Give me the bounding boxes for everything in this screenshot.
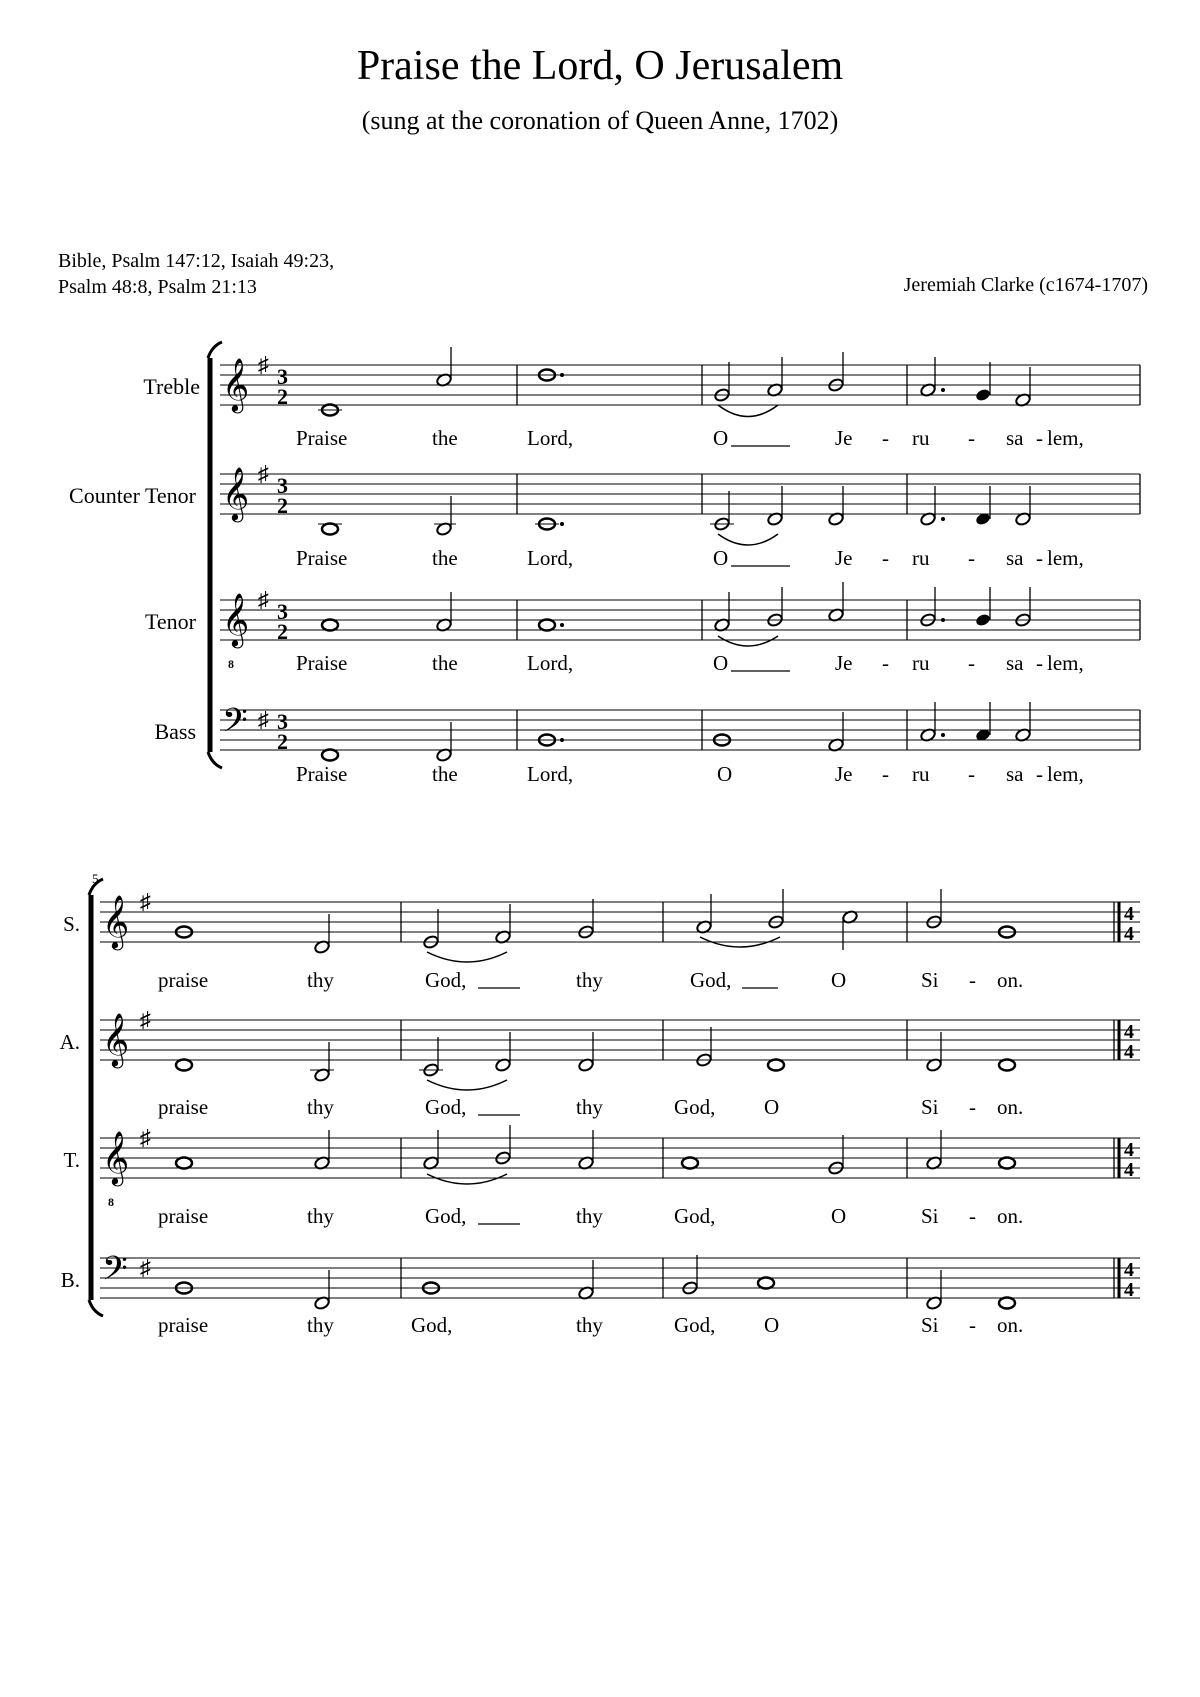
svg-text:on.: on. <box>997 1204 1024 1228</box>
svg-text:thy: thy <box>307 1095 334 1119</box>
staff-bass-2 <box>61 1250 1140 1337</box>
svg-text:-: - <box>882 546 889 570</box>
svg-text:Si: Si <box>921 1313 939 1337</box>
sharp-icon: ♯ <box>140 1125 151 1150</box>
time-signature <box>277 364 288 409</box>
svg-text:sa: sa <box>1006 762 1024 786</box>
svg-text:2: 2 <box>277 619 288 644</box>
svg-text:O: O <box>717 762 733 786</box>
svg-text:Lord,: Lord, <box>527 651 574 675</box>
svg-text:-: - <box>882 762 889 786</box>
svg-text:God,: God, <box>674 1313 716 1337</box>
svg-text:ru: ru <box>912 546 930 570</box>
text-source-line-1: Bible, Psalm 147:12, Isaiah 49:23, <box>58 250 335 272</box>
svg-text:God,: God, <box>425 1095 467 1119</box>
time-signature <box>277 599 288 644</box>
system-2-bracket <box>89 879 103 1316</box>
svg-text:Je: Je <box>835 762 853 786</box>
svg-text:Je: Je <box>835 426 853 450</box>
voice-name-bass-short: B. <box>60 1268 80 1292</box>
svg-text:-: - <box>969 968 976 992</box>
svg-text:4: 4 <box>1124 1279 1134 1301</box>
svg-text:8: 8 <box>108 1195 114 1209</box>
svg-text:on.: on. <box>997 1313 1024 1337</box>
staff-alto <box>60 1007 1140 1119</box>
svg-text:-: - <box>882 651 889 675</box>
treble-clef-icon: 𝄞 <box>222 359 250 410</box>
svg-text:ru: ru <box>912 762 930 786</box>
svg-text:God,: God, <box>425 968 467 992</box>
svg-text:O: O <box>764 1095 780 1119</box>
svg-text:praise: praise <box>158 1204 209 1228</box>
svg-text:Si: Si <box>921 968 939 992</box>
svg-text:4: 4 <box>1124 1041 1134 1063</box>
bass-clef-icon: 𝄢 <box>222 702 248 747</box>
svg-text:thy: thy <box>307 968 334 992</box>
staff-lines <box>220 365 1140 405</box>
voice-name-bass: Bass <box>154 719 196 744</box>
staff-lines <box>220 474 1140 514</box>
svg-text:-: - <box>969 1204 976 1228</box>
svg-text:O: O <box>831 1204 847 1228</box>
svg-text:thy: thy <box>307 1204 334 1228</box>
svg-text:Je: Je <box>835 546 853 570</box>
treble-clef-icon: 𝄞 <box>102 1014 130 1065</box>
sharp-icon: ♯ <box>258 707 269 732</box>
staff-counter-tenor <box>69 461 1140 570</box>
notes <box>176 1027 1015 1090</box>
svg-text:the: the <box>432 426 458 450</box>
svg-text:Praise: Praise <box>296 426 348 450</box>
end-time-signature <box>1124 1259 1134 1301</box>
lyrics <box>158 1313 1023 1337</box>
svg-text:-: - <box>968 426 975 450</box>
lyrics <box>158 1204 1023 1228</box>
svg-text:4: 4 <box>1124 1021 1134 1043</box>
svg-text:on.: on. <box>997 1095 1024 1119</box>
svg-text:3: 3 <box>277 709 288 734</box>
svg-text:4: 4 <box>1124 1259 1134 1281</box>
svg-text:praise: praise <box>158 968 209 992</box>
svg-text:-: - <box>969 1095 976 1119</box>
voice-name-alto: A. <box>59 1030 80 1054</box>
end-time-signature <box>1124 1021 1134 1063</box>
treble-clef-icon: 𝄞 <box>102 896 130 947</box>
svg-text:O: O <box>713 546 729 570</box>
svg-text:2: 2 <box>277 384 288 409</box>
svg-text:8: 8 <box>228 657 234 671</box>
svg-text:O: O <box>713 426 729 450</box>
score-subtitle: (sung at the coronation of Queen Anne, 1702) <box>361 106 839 135</box>
svg-text:praise: praise <box>158 1313 209 1337</box>
svg-text:-: - <box>882 426 889 450</box>
svg-text:4: 4 <box>1124 1139 1134 1161</box>
svg-text:O: O <box>831 968 847 992</box>
svg-text:-: - <box>1036 546 1043 570</box>
voice-name-tenor-short: T. <box>63 1148 80 1172</box>
svg-text:lem,: lem, <box>1047 546 1084 570</box>
svg-text:-: - <box>1036 426 1043 450</box>
svg-text:O: O <box>713 651 729 675</box>
sharp-icon: ♯ <box>258 461 269 486</box>
sharp-icon: ♯ <box>140 1007 151 1032</box>
svg-text:thy: thy <box>307 1313 334 1337</box>
sharp-icon: ♯ <box>140 1255 151 1280</box>
svg-text:2: 2 <box>277 493 288 518</box>
end-time-signature <box>1124 1139 1134 1181</box>
staff-lines <box>100 1020 1140 1060</box>
svg-text:3: 3 <box>277 599 288 624</box>
treble-clef-8vb-icon: 𝄞 <box>222 594 250 645</box>
notes <box>176 1125 1015 1184</box>
svg-text:thy: thy <box>576 1095 603 1119</box>
voice-name-treble: Treble <box>143 374 200 399</box>
svg-text:lem,: lem, <box>1047 762 1084 786</box>
svg-text:God,: God, <box>674 1204 716 1228</box>
svg-text:lem,: lem, <box>1047 651 1084 675</box>
notes <box>322 582 1031 646</box>
notes <box>176 1255 1015 1310</box>
svg-text:sa: sa <box>1006 651 1024 675</box>
svg-text:Lord,: Lord, <box>527 426 574 450</box>
svg-text:Lord,: Lord, <box>527 762 574 786</box>
end-time-signature <box>1124 903 1134 945</box>
time-signature <box>277 709 288 754</box>
sharp-icon: ♯ <box>258 587 269 612</box>
svg-text:ru: ru <box>912 426 930 450</box>
voice-name-counter-tenor: Counter Tenor <box>69 483 196 508</box>
notes <box>318 347 1031 417</box>
svg-text:-: - <box>1036 762 1043 786</box>
treble-clef-8vb-icon: 𝄞 <box>102 1132 130 1183</box>
composer-credit: Jeremiah Clarke (c1674-1707) <box>903 274 1148 296</box>
notes <box>176 889 1015 962</box>
svg-text:God,: God, <box>674 1095 716 1119</box>
svg-text:Si: Si <box>921 1204 939 1228</box>
lyrics <box>296 546 1084 570</box>
voice-name-soprano: S. <box>63 912 80 936</box>
lyrics <box>158 968 1023 992</box>
svg-text:the: the <box>432 546 458 570</box>
svg-text:-: - <box>1036 651 1043 675</box>
staff-lines <box>100 1138 1140 1178</box>
staff-bass <box>154 702 1140 786</box>
staff-tenor <box>145 582 1140 675</box>
staff-lines <box>100 1258 1140 1298</box>
staff-lines <box>220 710 1140 750</box>
bass-clef-icon: 𝄢 <box>102 1250 128 1295</box>
svg-text:the: the <box>432 651 458 675</box>
svg-text:Praise: Praise <box>296 762 348 786</box>
sharp-icon: ♯ <box>258 352 269 377</box>
svg-text:4: 4 <box>1124 1159 1134 1181</box>
svg-text:4: 4 <box>1124 903 1134 925</box>
voice-name-tenor: Tenor <box>145 609 196 634</box>
system-1 <box>69 342 1140 786</box>
notes <box>318 486 1031 545</box>
svg-text:3: 3 <box>277 364 288 389</box>
svg-text:on.: on. <box>997 968 1024 992</box>
svg-text:3: 3 <box>277 473 288 498</box>
svg-text:thy: thy <box>576 1313 603 1337</box>
lyrics <box>158 1095 1023 1119</box>
lyrics <box>296 762 1084 786</box>
score-title: Praise the Lord, O Jerusalem <box>356 43 844 89</box>
svg-text:God,: God, <box>690 968 732 992</box>
svg-text:praise: praise <box>158 1095 209 1119</box>
svg-text:Praise: Praise <box>296 546 348 570</box>
svg-text:-: - <box>968 762 975 786</box>
svg-text:sa: sa <box>1006 546 1024 570</box>
svg-text:sa: sa <box>1006 426 1024 450</box>
staff-treble <box>143 347 1140 450</box>
svg-text:4: 4 <box>1124 923 1134 945</box>
svg-text:God,: God, <box>425 1204 467 1228</box>
svg-text:-: - <box>968 546 975 570</box>
svg-text:Praise: Praise <box>296 651 348 675</box>
svg-text:thy: thy <box>576 1204 603 1228</box>
staff-tenor-2 <box>63 1125 1140 1228</box>
system-2 <box>60 871 1140 1337</box>
svg-text:O: O <box>764 1313 780 1337</box>
svg-text:lem,: lem, <box>1047 426 1084 450</box>
lyrics <box>296 426 1084 450</box>
treble-clef-icon: 𝄞 <box>222 468 250 519</box>
system-1-bracket <box>208 342 222 768</box>
measure-number: 5 <box>92 871 99 886</box>
svg-text:God,: God, <box>411 1313 453 1337</box>
time-signature <box>277 473 288 518</box>
staff-lines <box>220 600 1140 640</box>
text-source-line-2: Psalm 48:8, Psalm 21:13 <box>58 276 257 298</box>
svg-text:the: the <box>432 762 458 786</box>
svg-text:Je: Je <box>835 651 853 675</box>
notes <box>322 702 1031 762</box>
staff-lines <box>100 902 1140 942</box>
svg-text:ru: ru <box>912 651 930 675</box>
svg-text:thy: thy <box>576 968 603 992</box>
svg-text:Si: Si <box>921 1095 939 1119</box>
svg-text:-: - <box>969 1313 976 1337</box>
lyrics <box>296 651 1084 675</box>
svg-text:-: - <box>968 651 975 675</box>
sharp-icon: ♯ <box>140 889 151 914</box>
svg-text:2: 2 <box>277 729 288 754</box>
staff-soprano <box>63 889 1140 992</box>
svg-text:Lord,: Lord, <box>527 546 574 570</box>
